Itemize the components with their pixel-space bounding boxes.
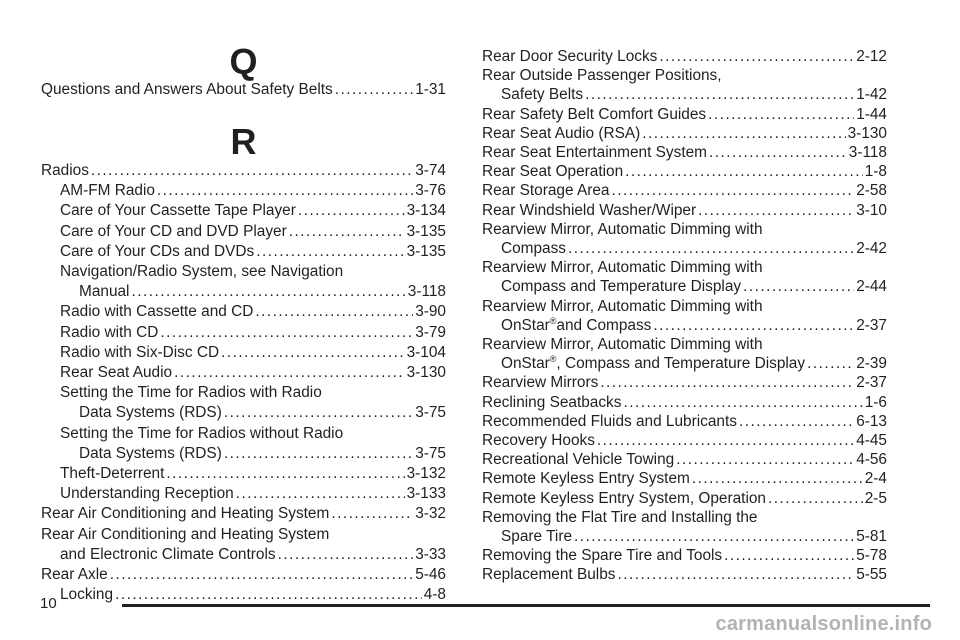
- registered-mark: ®: [549, 315, 557, 326]
- entry-text: Recommended Fluids and Lubricants: [482, 412, 737, 430]
- entry-text: Setting the Time for Radios with Radio: [60, 384, 322, 402]
- index-subentry-continued: [79, 443, 446, 464]
- index-entry: [41, 503, 446, 524]
- entry-text: Rearview Mirror, Automatic Dimming with: [482, 259, 763, 277]
- index-entry: [482, 257, 887, 278]
- entry-text: Rear Storage Area: [482, 182, 610, 200]
- entry-text: and Electronic Climate Controls: [60, 545, 276, 563]
- entry-text: Remote Keyless Entry System: [482, 470, 690, 488]
- index-entry-continued: [501, 353, 887, 374]
- entry-text: Theft-Deterrent: [60, 465, 165, 482]
- registered-mark: ®: [549, 354, 557, 365]
- entry-text: Care of Your CD and DVD Player: [60, 222, 287, 240]
- entry-page: 2-39: [856, 355, 887, 373]
- entry-page: 3-74: [415, 162, 446, 179]
- index-entry: [482, 65, 887, 86]
- entry-text: Safety Belts: [501, 86, 584, 104]
- index-entry: [482, 296, 887, 317]
- entry-page: 1-42: [856, 86, 887, 104]
- index-subentry: [60, 200, 446, 221]
- entry-text: Rear Seat Audio: [60, 364, 173, 381]
- entry-page: 3-104: [406, 343, 446, 361]
- entry-page: 1-8: [864, 163, 887, 181]
- index-subentry: [60, 180, 446, 201]
- index-entry: [482, 123, 887, 144]
- index-entry: [482, 545, 887, 566]
- index-entry: [482, 142, 887, 163]
- index-entry: [482, 564, 887, 585]
- index-subentry: [60, 342, 446, 363]
- index-entry: [41, 160, 446, 181]
- entry-page: 3-135: [406, 222, 446, 240]
- entry-text: Rearview Mirror, Automatic Dimming with: [482, 220, 763, 238]
- entry-text: Navigation/Radio System, see Navigation: [60, 263, 344, 280]
- footer-rule: [122, 604, 930, 607]
- index-entry: [60, 584, 446, 605]
- index-subentry: [60, 463, 446, 484]
- entry-page: 2-44: [856, 278, 887, 296]
- entry-page: 2-37: [856, 316, 887, 334]
- entry-text: Replacement Bulbs: [482, 566, 616, 584]
- index-entry: [41, 524, 446, 545]
- index-entry: [482, 46, 887, 67]
- entry-page: 3-134: [406, 202, 446, 220]
- entry-page: 3-130: [847, 124, 887, 142]
- entry-text: OnStar: [501, 355, 550, 373]
- index-entry-continued: [501, 84, 887, 105]
- index-subentry: [60, 382, 446, 403]
- section-letter-q: Q: [229, 41, 258, 82]
- index-subentry: [60, 362, 446, 383]
- index-subentry: [60, 221, 446, 242]
- entry-page: 2-5: [864, 489, 887, 507]
- entry-text: Data Systems (RDS): [79, 404, 222, 422]
- entry-text: Radios: [41, 162, 89, 179]
- entry-page: 3-135: [406, 242, 446, 260]
- entry-text: Manual: [79, 283, 130, 301]
- entry-text: Recovery Hooks: [482, 432, 595, 449]
- index-entry: [482, 180, 887, 201]
- index-entry: [482, 161, 887, 182]
- entry-page: 2-37: [856, 374, 887, 392]
- index-entry: [482, 334, 887, 355]
- entry-text: , Compass and Temperature Display: [556, 355, 806, 373]
- entry-text: Understanding Reception: [60, 485, 234, 503]
- index-entry: [482, 104, 887, 125]
- index-entry: [41, 79, 446, 100]
- entry-text: Questions and Answers About Safety Belts: [41, 81, 333, 98]
- index-subentry: [60, 261, 446, 282]
- index-entry: [482, 411, 887, 432]
- entry-page: 4-45: [856, 432, 887, 449]
- entry-text: Radio with Six-Disc CD: [60, 343, 220, 361]
- entry-text: Care of Your Cassette Tape Player: [60, 202, 296, 220]
- entry-page: 5-46: [415, 566, 446, 583]
- entry-page: 3-90: [415, 303, 446, 321]
- entry-text: AM-FM Radio: [60, 182, 155, 200]
- entry-text: Rear Door Security Locks: [482, 48, 658, 65]
- entry-page: 1-31: [415, 81, 446, 98]
- index-entry-continued: [501, 315, 887, 336]
- entry-page: 3-79: [415, 323, 446, 341]
- entry-text: Rearview Mirror, Automatic Dimming with: [482, 336, 763, 353]
- page-number: 10: [40, 595, 57, 612]
- index-entry: [482, 507, 887, 528]
- entry-text: Compass and Temperature Display: [501, 278, 742, 296]
- entry-text: Spare Tire: [501, 528, 573, 545]
- entry-text: Rear Windshield Washer/Wiper: [482, 201, 697, 219]
- index-subentry: [60, 301, 446, 322]
- entry-text: Rearview Mirror, Automatic Dimming with: [482, 297, 763, 315]
- entry-page: 4-56: [856, 451, 887, 469]
- entry-text: Removing the Spare Tire and Tools: [482, 547, 723, 565]
- entry-page: 3-118: [407, 283, 446, 301]
- index-subentry: [60, 322, 446, 343]
- entry-text: Rear Air Conditioning and Heating System: [41, 525, 330, 543]
- entry-page: 2-12: [856, 48, 887, 65]
- entry-page: 1-44: [856, 105, 887, 123]
- entry-text: Reclining Seatbacks: [482, 393, 622, 411]
- entry-page: 4-8: [423, 586, 446, 604]
- entry-page: 3-76: [415, 182, 446, 200]
- index-subentry-continued: [79, 281, 446, 302]
- entry-text: Compass: [501, 240, 567, 257]
- index-entry: [482, 488, 887, 509]
- entry-page: 3-130: [406, 364, 446, 381]
- entry-page: 3-118: [848, 144, 887, 161]
- entry-page: 3-32: [415, 505, 446, 523]
- entry-text: Care of Your CDs and DVDs: [60, 242, 255, 260]
- entry-page: 3-75: [415, 404, 446, 422]
- entry-page: 5-78: [856, 547, 887, 565]
- index-subentry: [60, 241, 446, 262]
- entry-text: Recreational Vehicle Towing: [482, 451, 675, 469]
- entry-page: 5-55: [856, 566, 887, 584]
- entry-text: Removing the Flat Tire and Installing the: [482, 508, 758, 526]
- entry-page: 3-75: [415, 444, 446, 462]
- entry-text: Rear Air Conditioning and Heating System: [41, 505, 330, 523]
- index-entry: [482, 372, 887, 393]
- entry-text: Data Systems (RDS): [79, 444, 222, 462]
- entry-page: 2-58: [856, 182, 887, 200]
- index-entry-continued: [501, 276, 887, 297]
- entry-text: Setting the Time for Radios without Radio: [60, 424, 344, 442]
- entry-page: 3-132: [406, 465, 446, 482]
- entry-page: 2-42: [856, 240, 887, 257]
- entry-text: Radio with Cassette and CD: [60, 303, 254, 321]
- entry-text: Rear Seat Audio (RSA): [482, 124, 641, 142]
- entry-text: Rearview Mirrors: [482, 374, 599, 392]
- index-entry: [482, 392, 887, 413]
- index-subentry: [60, 483, 446, 504]
- entry-text: and Compass: [556, 316, 652, 334]
- entry-page: 5-81: [856, 528, 887, 545]
- entry-page: 3-10: [856, 201, 887, 219]
- entry-page: 2-4: [864, 470, 887, 488]
- index-subentry: [60, 423, 446, 444]
- index-entry-continued: [501, 238, 887, 259]
- entry-text: Rear Axle: [41, 566, 108, 583]
- index-entry-continued: [60, 544, 446, 565]
- index-subentry-continued: [79, 402, 446, 423]
- index-entry: [41, 564, 446, 585]
- section-letter-r: R: [230, 121, 257, 162]
- entry-text: OnStar: [501, 316, 550, 334]
- watermark: carmanualsonline.info: [715, 613, 932, 635]
- entry-text: Radio with CD: [60, 323, 159, 341]
- entry-text: Remote Keyless Entry System, Operation: [482, 489, 766, 507]
- entry-page: 6-13: [856, 412, 887, 430]
- entry-page: 1-6: [864, 393, 887, 411]
- index-entry-continued: [501, 526, 887, 547]
- entry-text: Rear Outside Passenger Positions,: [482, 67, 722, 85]
- index-entry: [482, 449, 887, 470]
- entry-page: 3-133: [406, 485, 446, 503]
- entry-page: 3-33: [415, 545, 446, 563]
- index-entry: [482, 219, 887, 240]
- index-entry: [482, 430, 887, 451]
- index-entry: [482, 468, 887, 489]
- entry-text: Locking: [60, 586, 114, 604]
- entry-text: Rear Safety Belt Comfort Guides: [482, 105, 707, 123]
- index-entry: [482, 200, 887, 221]
- entry-text: Rear Seat Entertainment System: [482, 144, 707, 161]
- entry-text: Rear Seat Operation: [482, 163, 624, 181]
